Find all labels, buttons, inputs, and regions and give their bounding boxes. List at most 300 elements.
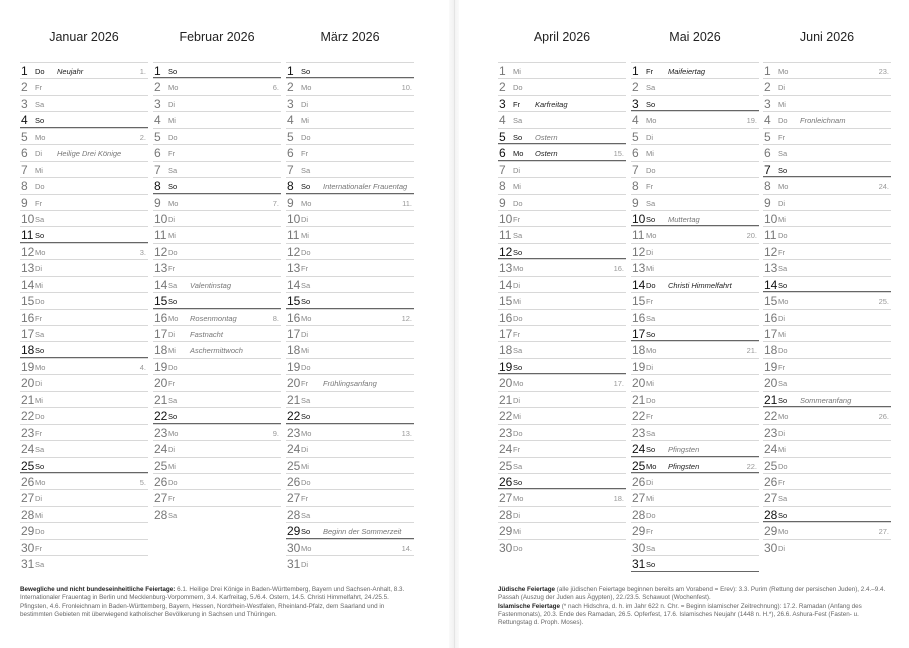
weekday-label: Fr: [513, 445, 521, 455]
day-row[interactable]: [763, 407, 891, 423]
day-number: 24: [764, 442, 778, 457]
day-row[interactable]: [20, 144, 148, 160]
footer-left-heading: Bewegliche und nicht bundeseinheitliche Feiertage:: [20, 586, 176, 593]
day-number: 23: [154, 425, 168, 440]
day-row[interactable]: [153, 325, 281, 341]
day-row[interactable]: [20, 539, 148, 555]
weekday-label: Sa: [778, 149, 788, 159]
day-row[interactable]: [763, 78, 891, 94]
day-number: 2: [764, 80, 771, 95]
calendar-week-number: 19.: [746, 116, 757, 126]
day-row[interactable]: [286, 161, 414, 177]
day-row[interactable]: [763, 522, 891, 538]
day-row[interactable]: [763, 391, 891, 407]
day-row[interactable]: [286, 374, 414, 390]
weekday-label: Do: [168, 247, 178, 257]
day-row[interactable]: [286, 473, 414, 489]
day-row[interactable]: [498, 111, 626, 127]
day-row[interactable]: [498, 95, 626, 111]
day-row[interactable]: [631, 78, 759, 94]
day-number: 7: [154, 162, 161, 177]
day-row[interactable]: [498, 194, 626, 210]
day-number: 14: [632, 277, 646, 292]
day-row[interactable]: [286, 292, 414, 308]
day-row[interactable]: [20, 95, 148, 111]
day-row[interactable]: [153, 243, 281, 259]
weekday-label: So: [513, 132, 523, 142]
weekday-label: Do: [778, 231, 788, 241]
day-row[interactable]: [286, 555, 414, 571]
weekday-label: So: [35, 116, 45, 126]
day-row[interactable]: [153, 473, 281, 489]
day-number: 17: [154, 327, 168, 341]
weekday-label: Do: [513, 83, 523, 93]
day-number: 1: [764, 64, 771, 78]
day-number: 16: [154, 310, 168, 325]
day-number: 27: [499, 491, 513, 506]
day-row[interactable]: [498, 506, 626, 522]
weekday-label: Di: [35, 149, 43, 159]
weekday-label: Do: [35, 182, 45, 192]
day-row[interactable]: [631, 177, 759, 193]
day-row[interactable]: [498, 243, 626, 259]
weekday-label: Fr: [35, 428, 43, 438]
day-row[interactable]: [763, 128, 891, 144]
day-row[interactable]: [498, 473, 626, 489]
day-row[interactable]: [631, 325, 759, 341]
day-row[interactable]: [20, 177, 148, 193]
day-row[interactable]: [763, 292, 891, 308]
calendar-week-number: 15.: [613, 149, 624, 159]
weekday-label: Fr: [778, 362, 786, 372]
day-number: 28: [287, 507, 301, 522]
day-row[interactable]: [631, 374, 759, 390]
day-number: 3: [154, 96, 161, 111]
day-row[interactable]: [153, 424, 281, 440]
weekday-label: Mi: [778, 214, 786, 224]
weekday-label: Mo: [301, 83, 312, 93]
footer-left-text: 6.1. Heilige Drei Könige in Baden-Württemberg, Bayern und Sachsen-Anhalt, 8.3. Internationaler Frauentag in Berlin und Mecklenburg-Vorpommern, 3.4. Karfreitag, 5./6.4. Ostern, 14.5. Christi Himmelfahrt, 24./25.5. Pfingsten, 4.6. Fronleichnam in Baden-Württemberg, Bayern, Hessen, Nordrhein-Westfalen, Rheinland-Pfalz, dem Saarland und in bestimmten Gebieten mit überwiegend katholischer Bevölkerung in Sachsen und Thüringen.: [20, 586, 405, 618]
day-row[interactable]: [153, 276, 281, 292]
day-row[interactable]: [631, 424, 759, 440]
weekday-label: Fr: [301, 264, 309, 274]
day-row[interactable]: [763, 210, 891, 226]
day-row[interactable]: [498, 391, 626, 407]
day-number: 12: [499, 244, 513, 259]
day-note: Valentinstag: [190, 280, 232, 290]
day-number: 23: [764, 425, 778, 440]
weekday-label: So: [301, 297, 311, 307]
day-row[interactable]: [631, 259, 759, 275]
day-number: 17: [632, 327, 646, 341]
day-row[interactable]: [498, 539, 626, 555]
day-row[interactable]: [20, 292, 148, 308]
day-row[interactable]: [286, 276, 414, 292]
day-row[interactable]: [20, 62, 148, 78]
day-row[interactable]: [20, 391, 148, 407]
day-row[interactable]: [20, 243, 148, 259]
weekday-label: Sa: [513, 116, 523, 126]
day-row[interactable]: [763, 194, 891, 210]
day-row[interactable]: [153, 292, 281, 308]
day-row[interactable]: [286, 62, 414, 78]
weekday-label: Do: [778, 461, 788, 471]
day-row[interactable]: [498, 144, 626, 160]
day-number: 30: [632, 540, 646, 555]
weekday-label: Do: [646, 280, 656, 290]
day-number: 20: [499, 376, 513, 391]
day-row[interactable]: [498, 210, 626, 226]
day-row[interactable]: [153, 128, 281, 144]
weekday-label: Sa: [513, 231, 523, 241]
day-row[interactable]: [286, 128, 414, 144]
day-row[interactable]: [20, 407, 148, 423]
day-row[interactable]: [631, 358, 759, 374]
day-row[interactable]: [763, 473, 891, 489]
day-row[interactable]: [631, 144, 759, 160]
day-row[interactable]: [631, 161, 759, 177]
day-note: Maifeiertag: [668, 67, 706, 76]
day-row[interactable]: [20, 226, 148, 242]
day-number: 5: [499, 129, 506, 144]
weekday-label: Mi: [646, 494, 654, 504]
calendar-week-number: 23.: [878, 67, 889, 76]
calendar-week-number: 12.: [401, 313, 412, 323]
day-row[interactable]: [498, 128, 626, 144]
weekday-label: Sa: [35, 99, 45, 109]
day-row[interactable]: [286, 506, 414, 522]
day-row[interactable]: [631, 391, 759, 407]
day-row[interactable]: [153, 78, 281, 94]
day-row[interactable]: [286, 194, 414, 210]
day-row[interactable]: [153, 144, 281, 160]
day-number: 15: [632, 294, 646, 309]
day-number: 21: [499, 392, 513, 407]
day-row[interactable]: [286, 440, 414, 456]
day-row[interactable]: [763, 506, 891, 522]
weekday-label: So: [35, 461, 45, 471]
day-row[interactable]: [763, 276, 891, 292]
day-row[interactable]: [631, 522, 759, 538]
weekday-label: Fr: [778, 247, 786, 257]
weekday-label: Mo: [301, 313, 312, 323]
day-row[interactable]: [763, 226, 891, 242]
day-row[interactable]: [20, 506, 148, 522]
day-row[interactable]: [631, 210, 759, 226]
day-row[interactable]: [20, 111, 148, 127]
day-number: 23: [499, 425, 513, 440]
footer-right-heading-islamic: Islamische Feiertage: [498, 602, 560, 610]
day-row[interactable]: [498, 341, 626, 357]
day-row[interactable]: [20, 341, 148, 357]
weekday-label: Di: [778, 543, 786, 553]
day-row[interactable]: [763, 539, 891, 555]
month-title: Mai 2026: [669, 30, 721, 44]
day-row[interactable]: [20, 489, 148, 505]
weekday-label: Sa: [168, 510, 178, 520]
weekday-label: So: [513, 362, 523, 372]
weekday-label: Do: [301, 132, 311, 142]
day-row[interactable]: [498, 309, 626, 325]
day-row[interactable]: [631, 128, 759, 144]
day-row[interactable]: [286, 457, 414, 473]
day-row[interactable]: [153, 457, 281, 473]
day-list: [20, 62, 148, 572]
day-row[interactable]: [20, 210, 148, 226]
day-row[interactable]: [153, 194, 281, 210]
day-row[interactable]: [498, 276, 626, 292]
day-row[interactable]: [286, 391, 414, 407]
day-row[interactable]: [286, 78, 414, 94]
day-row[interactable]: [631, 407, 759, 423]
day-number: 13: [287, 261, 301, 276]
day-row[interactable]: [763, 309, 891, 325]
weekday-label: Mi: [35, 395, 43, 405]
day-number: 1: [21, 64, 28, 78]
day-row[interactable]: [631, 292, 759, 308]
day-row[interactable]: [498, 78, 626, 94]
day-row[interactable]: [153, 226, 281, 242]
weekday-label: Sa: [646, 198, 656, 208]
day-row[interactable]: [153, 341, 281, 357]
day-row[interactable]: [498, 177, 626, 193]
weekday-label: Mo: [646, 231, 657, 241]
day-row[interactable]: [498, 226, 626, 242]
day-row[interactable]: [286, 358, 414, 374]
day-row[interactable]: [763, 325, 891, 341]
day-row[interactable]: [20, 128, 148, 144]
weekday-label: Di: [35, 264, 43, 274]
day-row[interactable]: [763, 374, 891, 390]
day-row[interactable]: [763, 358, 891, 374]
day-row[interactable]: [286, 522, 414, 538]
day-row[interactable]: [286, 210, 414, 226]
day-row[interactable]: [631, 341, 759, 357]
weekday-label: Mi: [513, 412, 521, 422]
day-row[interactable]: [631, 95, 759, 111]
day-row[interactable]: [153, 259, 281, 275]
day-row[interactable]: [763, 62, 891, 78]
weekday-label: Mi: [646, 264, 654, 274]
day-row[interactable]: [631, 555, 759, 571]
day-row[interactable]: [286, 111, 414, 127]
day-number: 17: [499, 327, 513, 341]
day-row[interactable]: [763, 95, 891, 111]
weekday-label: So: [778, 395, 788, 405]
day-note: Christi Himmelfahrt: [668, 280, 732, 290]
day-row[interactable]: [20, 276, 148, 292]
weekday-label: Do: [168, 362, 178, 372]
day-row[interactable]: [631, 309, 759, 325]
weekday-label: Fr: [35, 83, 43, 93]
weekday-label: Mi: [646, 149, 654, 159]
weekday-label: Fr: [168, 494, 176, 504]
day-row[interactable]: [286, 177, 414, 193]
day-row[interactable]: [20, 440, 148, 456]
day-note: Frühlingsanfang: [323, 379, 377, 389]
day-row[interactable]: [20, 457, 148, 473]
day-row[interactable]: [286, 325, 414, 341]
day-number: 8: [287, 179, 294, 194]
weekday-label: Do: [646, 510, 656, 520]
day-row[interactable]: [498, 62, 626, 78]
weekday-label: Sa: [168, 165, 178, 175]
day-row[interactable]: [498, 161, 626, 177]
day-number: 16: [287, 310, 301, 325]
day-row[interactable]: [153, 506, 281, 522]
weekday-label: Mo: [778, 182, 789, 192]
day-row[interactable]: [631, 506, 759, 522]
day-row[interactable]: [286, 407, 414, 423]
weekday-label: Sa: [301, 510, 311, 520]
day-row[interactable]: [20, 358, 148, 374]
calendar-week-number: 18.: [613, 494, 624, 504]
day-number: 13: [764, 261, 778, 276]
day-number: 26: [287, 474, 301, 489]
day-row[interactable]: [20, 259, 148, 275]
weekday-label: Mo: [35, 477, 46, 487]
day-number: 23: [632, 425, 646, 440]
day-row[interactable]: [763, 440, 891, 456]
day-row[interactable]: [498, 259, 626, 275]
day-row[interactable]: [286, 309, 414, 325]
weekday-label: Sa: [513, 461, 523, 471]
weekday-label: So: [168, 67, 178, 76]
day-row[interactable]: [763, 341, 891, 357]
day-number: 15: [764, 294, 778, 309]
day-row[interactable]: [498, 374, 626, 390]
day-number: 6: [154, 146, 161, 161]
weekday-label: Sa: [168, 280, 178, 290]
day-row[interactable]: [498, 424, 626, 440]
day-row[interactable]: [631, 226, 759, 242]
day-note: Heilige Drei Könige: [57, 149, 122, 159]
day-row[interactable]: [763, 424, 891, 440]
day-row[interactable]: [498, 407, 626, 423]
day-row[interactable]: [153, 161, 281, 177]
weekday-label: Mi: [778, 330, 786, 339]
day-number: 11: [287, 228, 300, 243]
day-row[interactable]: [763, 177, 891, 193]
day-row[interactable]: [763, 111, 891, 127]
day-row[interactable]: [153, 440, 281, 456]
day-row[interactable]: [631, 489, 759, 505]
day-row[interactable]: [498, 325, 626, 341]
day-row[interactable]: [20, 194, 148, 210]
day-row[interactable]: [763, 489, 891, 505]
weekday-label: Fr: [35, 543, 43, 553]
weekday-label: Mo: [513, 264, 524, 274]
day-row[interactable]: [631, 111, 759, 127]
day-row[interactable]: [498, 358, 626, 374]
day-row[interactable]: [763, 457, 891, 473]
day-row[interactable]: [20, 424, 148, 440]
day-row[interactable]: [153, 489, 281, 505]
day-row[interactable]: [631, 276, 759, 292]
day-row[interactable]: [631, 440, 759, 456]
footer-holidays-left: [20, 586, 412, 619]
day-row[interactable]: [763, 144, 891, 160]
day-row[interactable]: [286, 226, 414, 242]
day-row[interactable]: [498, 292, 626, 308]
day-row[interactable]: [631, 243, 759, 259]
day-row[interactable]: [153, 177, 281, 193]
day-row[interactable]: [153, 111, 281, 127]
day-row[interactable]: [153, 391, 281, 407]
day-row[interactable]: [153, 309, 281, 325]
day-note: Internationaler Frauentag: [323, 182, 408, 192]
day-row[interactable]: [498, 489, 626, 505]
day-row[interactable]: [498, 457, 626, 473]
day-number: 27: [154, 491, 168, 506]
day-row[interactable]: [631, 457, 759, 473]
weekday-label: Fr: [778, 132, 786, 142]
weekday-label: Mi: [778, 445, 786, 455]
day-row[interactable]: [763, 243, 891, 259]
weekday-label: Sa: [778, 494, 788, 504]
day-number: 13: [21, 261, 35, 276]
day-row[interactable]: [153, 62, 281, 78]
day-row[interactable]: [153, 407, 281, 423]
day-number: 7: [287, 162, 294, 177]
day-row[interactable]: [20, 78, 148, 94]
day-list: [631, 62, 759, 572]
day-row[interactable]: [286, 539, 414, 555]
day-number: 31: [21, 557, 35, 572]
weekday-label: Mo: [778, 67, 789, 76]
calendar-week-number: 24.: [878, 182, 889, 192]
weekday-label: Di: [646, 132, 654, 142]
day-number: 5: [154, 129, 161, 144]
day-row[interactable]: [153, 95, 281, 111]
day-number: 9: [154, 195, 161, 210]
weekday-label: So: [646, 99, 656, 109]
day-number: 9: [21, 195, 28, 210]
day-row[interactable]: [286, 489, 414, 505]
day-row[interactable]: [153, 210, 281, 226]
day-number: 30: [764, 540, 778, 555]
day-row[interactable]: [763, 161, 891, 177]
day-row[interactable]: [20, 161, 148, 177]
weekday-label: Fr: [168, 379, 176, 389]
weekday-label: Mi: [301, 231, 309, 241]
day-row[interactable]: [20, 555, 148, 571]
day-number: 1: [499, 64, 506, 78]
day-row[interactable]: [286, 243, 414, 259]
day-row[interactable]: [631, 194, 759, 210]
day-row[interactable]: [498, 440, 626, 456]
day-number: 26: [632, 474, 646, 489]
day-row[interactable]: [286, 259, 414, 275]
day-row[interactable]: [20, 325, 148, 341]
day-row[interactable]: [286, 341, 414, 357]
day-row[interactable]: [20, 522, 148, 538]
day-row[interactable]: [153, 374, 281, 390]
day-row[interactable]: [498, 522, 626, 538]
day-row[interactable]: [286, 424, 414, 440]
day-row[interactable]: [20, 309, 148, 325]
day-row[interactable]: [153, 358, 281, 374]
weekday-label: Sa: [646, 428, 656, 438]
day-row[interactable]: [286, 95, 414, 111]
day-row[interactable]: [20, 473, 148, 489]
day-row[interactable]: [20, 374, 148, 390]
day-row[interactable]: [631, 62, 759, 78]
day-row[interactable]: [286, 144, 414, 160]
day-row[interactable]: [631, 539, 759, 555]
day-row[interactable]: [631, 473, 759, 489]
day-row[interactable]: [763, 259, 891, 275]
